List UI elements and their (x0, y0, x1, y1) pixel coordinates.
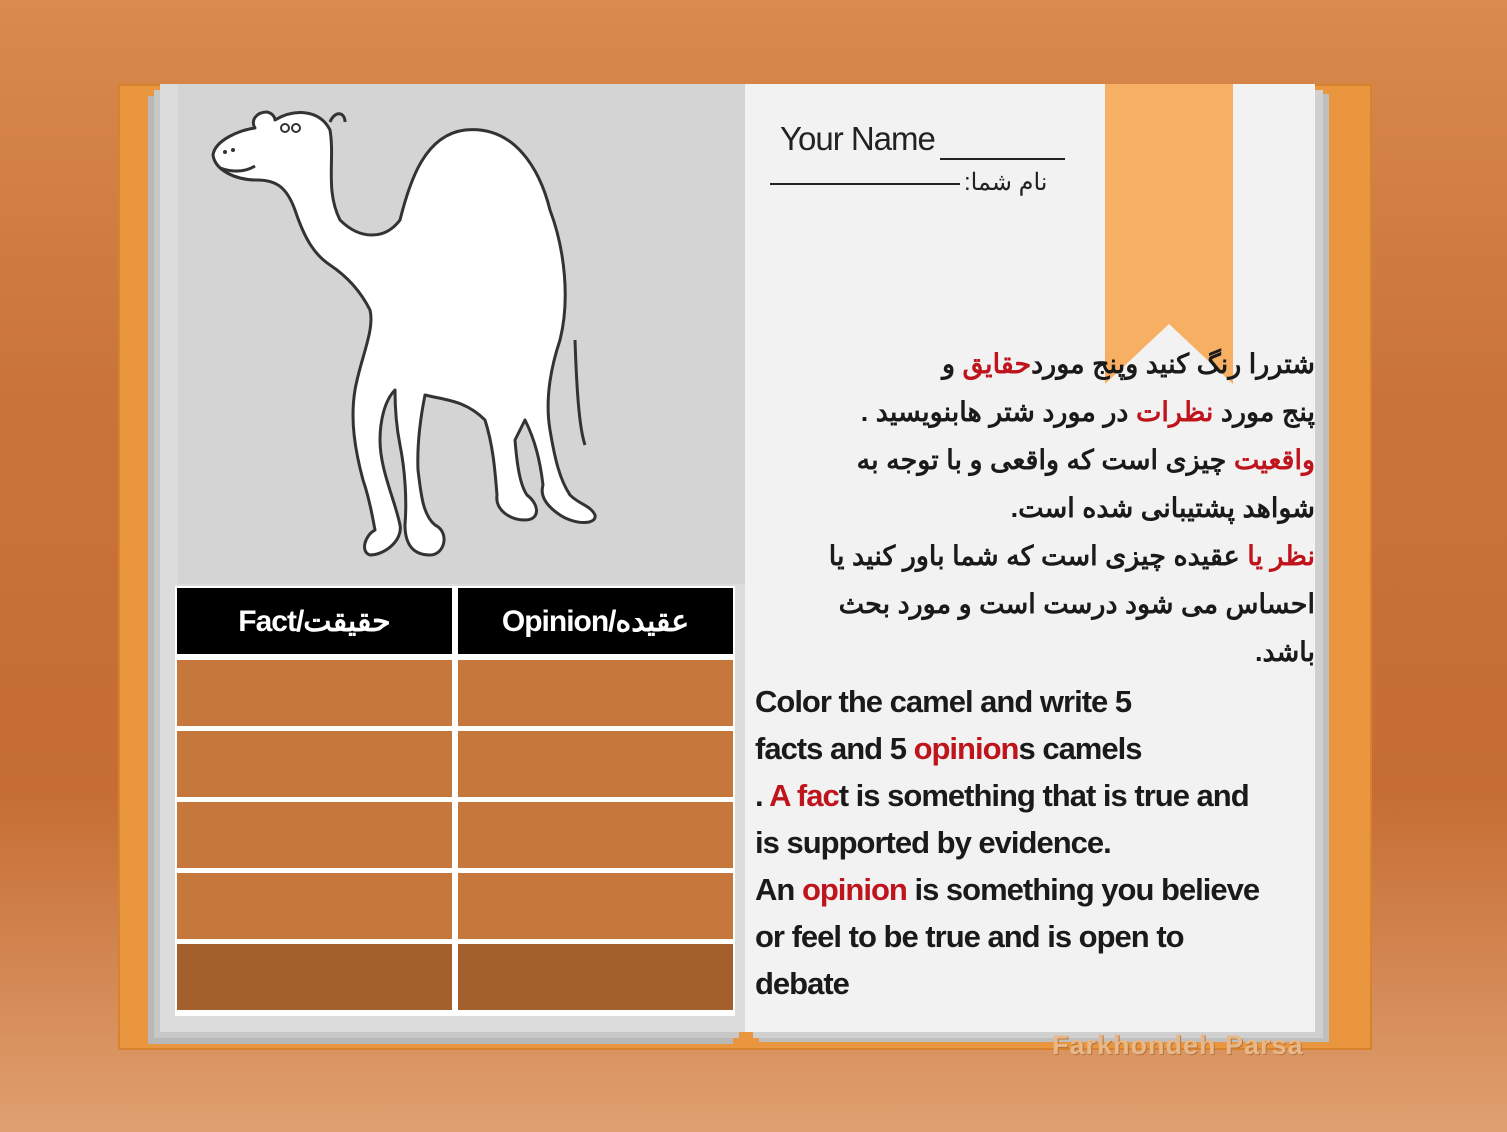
table-cell-opinion[interactable] (458, 802, 733, 868)
your-name-label: Your Name (780, 120, 935, 157)
english-instructions: Color the camel and write 5 facts and 5 opinions camels . A fact is something that is true and is supported by evidence. An opinion is something you believe or feel to be true and is open to debate (755, 684, 1260, 1001)
fa-name-label: نام شما: (770, 168, 1070, 197)
fact-opinion-table (175, 586, 735, 1016)
header-fact: Fact/حقیقت (177, 588, 452, 654)
table-cell-opinion[interactable] (458, 944, 733, 1010)
persian-instructions: شتررا رنگ کنید وپنج موردحقایق و پنج مورد نظرات در مورد شتر هابنویسید . واقعیت چیزی است که واقعی و با توجه به شواهد پشتیبانی شده است. نظر یا عقیده چیزی است که شما باور کنید یا احساس می شود درست است و مورد بحث باشد. (828, 349, 1315, 667)
table-cell-fact[interactable] (177, 802, 452, 868)
table-cell-opinion[interactable] (458, 873, 733, 939)
table-cell-fact[interactable] (177, 660, 452, 726)
table-cell-opinion[interactable] (458, 731, 733, 797)
author-signature: Farkhondeh Parsa (1052, 1030, 1304, 1060)
camel-drawing (195, 100, 635, 570)
table-cell-opinion[interactable] (458, 660, 733, 726)
header-opinion: Opinion/عقیده (458, 588, 733, 654)
table-cell-fact[interactable] (177, 731, 452, 797)
table-cell-fact[interactable] (177, 873, 452, 939)
table-cell-fact[interactable] (177, 944, 452, 1010)
name-blank-line[interactable] (940, 158, 1065, 160)
bookmark-ribbon (1105, 84, 1233, 384)
